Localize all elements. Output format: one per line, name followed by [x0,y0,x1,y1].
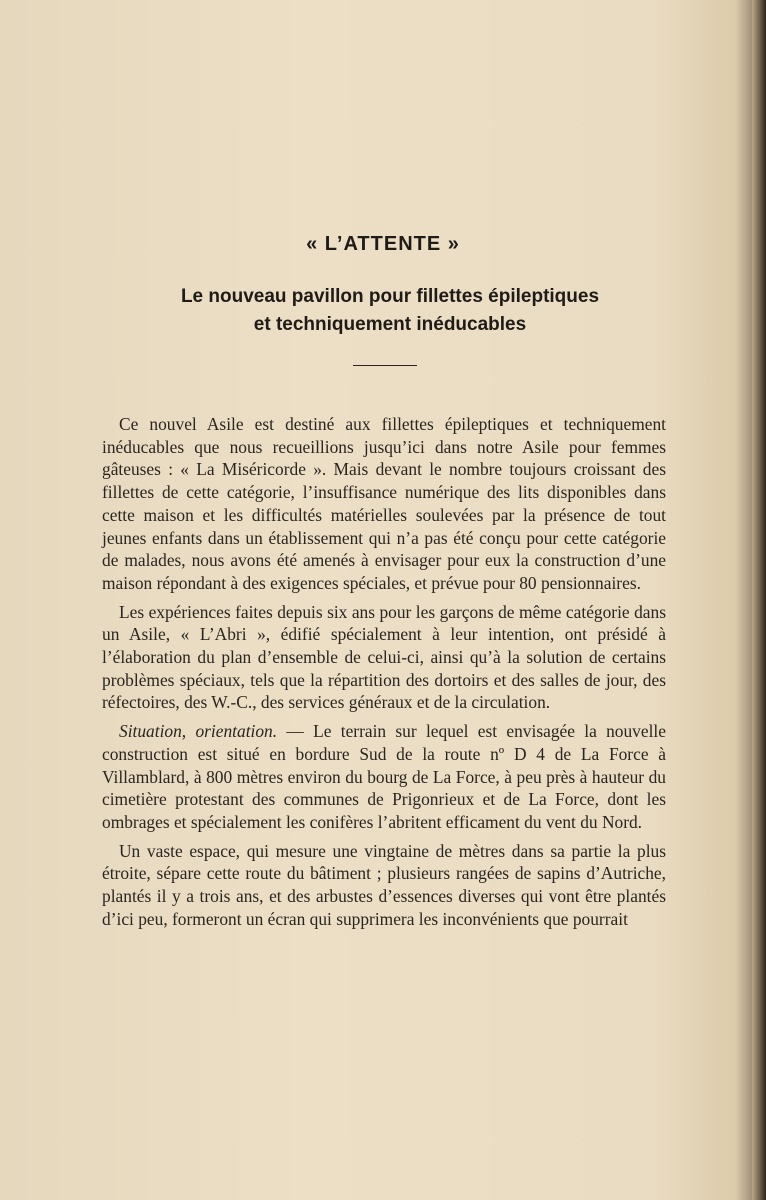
article-subtitle [80,283,700,339]
paragraph-1: Ce nouvel Asile est destiné aux fillettes épileptiques et techniquement inéducables que nous recueillions jusqu’ici dans notre Asile pour femmes gâteuses : « La Miséricorde ». Mais devant le nombre toujours croissant des fillettes de cette catégorie, l’insuffisance numérique des lits disponibles dans cette maison et les difficultés matérielles soulevées par la présence de tout jeunes enfants dans un établissement qui n’a pas été conçu pour cette catégorie de malades, nous avons été amenés à envisager pour eux la construction d’une maison répondant à des exigences spéciales, et prévue pour 80 pensionnaires. [102,414,666,593]
book-spine-shadow [752,0,766,1200]
subtitle-line-2: et techniquement inéducables [253,314,527,335]
section-heading-situation: Situation, orientation. [119,721,278,742]
article-body [102,413,666,936]
title-divider [353,365,417,366]
paragraph-4: Un vaste espace, qui mesure une vingtaine de mètres dans sa partie la plus étroite, sépare cette route du bâtiment ; plusieurs rangées de sapins d’Autriche, plantés il y a trois ans, et des arbustes d’essences diverses qui vont être plantés d’ici peu, formeront un écran qui supprimera les inconvénients que pourrait [102,840,666,929]
article-title: « L’ATTENTE » [306,233,460,255]
paragraph-3-text: — Le terrain sur lequel est envisagée la nouvelle construction est situé en bordure Sud de la route nº D 4 de La Force à Villamblard, à 800 mètres environ du bourg de La Force, à peu près à hauteur du cimetière protestant des communes de Prigonrieux et de La Force, dont les ombrages et spécialement les conifères l’abritent efficament du vent du Nord. [102,721,666,832]
paragraph-3 [102,720,666,834]
subtitle-line-1: Le nouveau pavillon pour fillettes épileptiques [180,286,600,307]
paragraph-2: Les expériences faites depuis six ans pour les garçons de même catégorie dans un Asile, « L’Abri », édifié spécialement à leur intention, ont présidé à l’élaboration du plan d’ensemble de celui-ci, ainsi qu’à la solution de certains problèmes spéciaux, tels que la répartition des dortoirs et des salles de jour, des réfectoires, des W.-C., des services généraux et de la circulation. [102,601,666,713]
